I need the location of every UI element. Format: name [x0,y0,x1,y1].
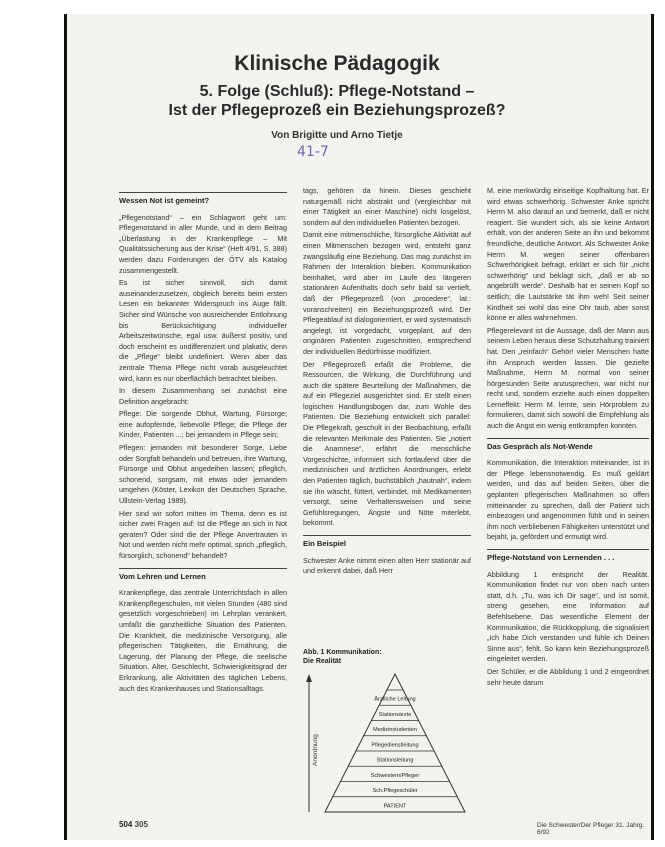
article-subtitle-line2: Ist der Pflegeprozeß ein Beziehungsprozeß? [168,102,506,119]
article-header [127,30,547,141]
pyramid-level-label: Sch.Pflegeschüler [372,788,418,795]
axis-label: Anordnung [312,734,319,766]
paragraph: Pflege: Die sorgende Obhut, Wartung, Fürsorge; eine aufopfernde, liebevolle Pflege; die Pflege der Kinder, Patienten ...; bei jemandem in Pflege sein; [119,409,287,440]
section-heading: Das Gespräch als Not-Wende [487,438,649,453]
paragraph: In diesem Zusammenhang sei zunächst eine Definition angebracht: [119,386,287,406]
pyramid-level-label: Medizinstudenten [373,727,417,734]
article-subtitle-line1: 5. Folge (Schluß): Pflege-Notstand – [199,83,475,100]
pyramid-level-label: Stationsärzte [378,711,412,718]
arrow-up-icon [306,674,312,682]
paragraph: Damit eine mitmenschliche, fürsorgliche Aktivität auf einen Mitmenschen bezogen wird, entsteht ganz zwangsläufig eine Beziehung. Das mag zunächst im Rahmen der Interaktion bleiben. Kommunikation beinhaltet, wird aber im Laufe des längeren stationären Aufenthalts doch sehr bald so vertieft, daß der Pflegeprozeß (von „procedere“, lat.: voranschreiten) ein Beziehungsprozeß wird. Der Pflegeablauf ist dialogorientiert, er wird systematisch angelegt, ist vorgedacht, vorgeplant, auf den originären Patienten zugeschnitten, entsprechend der individuellen Bedürfnisse modifiziert. [303,230,471,356]
paragraph: „Pflegenotstand“ – ein Schlagwort geht um: Pflegenotstand in aller Munde, und in dem Beitrag „Überlastung in der Krankenpflege – Mit Qualitätssicherung aus der Krise“ (Heft 4/91, S. 388) werden dazu Forderungen der ÖTV als Katalog zusammengestellt. [119,212,287,275]
section-heading: Vom Lehren und Lernen [119,568,287,583]
paragraph: Pflegen: jemanden mit besonderer Sorge, Liebe oder Sorgfalt behandeln und betreuen, ihre Wartung, Fürsorge und Obhut angedeihen lassen; pfleglich, schonend, sorgsam, mit etwas oder jemandem umgehen (Köster, Lexikon der Deutschen Sprache, Ullstein-Verlag 1989). [119,443,287,506]
pyramid-level-label: Ärztliche Leitung [374,696,416,703]
pyramid-diagram [303,666,475,816]
section-heading: Pflege-Notstand von Lernenden . . . [487,549,649,564]
figure-caption: Abb. 1 Kommunikation: [303,649,382,656]
paragraph: tags, gehören da hinein. Dieses geschieht naturgemäß nicht abstrakt und (vergleichbar mit einer Tätigkeit an einer Maschine) nicht losgelöst, sondern auf den individuellen Patienten bezogen. [303,186,471,227]
page-number [119,820,148,829]
paragraph: Schwester Anke nimmt einen alten Herr stationär auf und erkennt dabei, daß Herr [303,555,471,576]
paragraph: Es ist sicher sinnvoll, sich damit auseinanderzusetzen, obgleich bereits beim ersten Lesen ein bekannter Widerspruch ins Auge fällt. Sicher sind Wünsche von ausreichender Entlohnung bis Berücksichtigung individueller Arbeitszeitwünsche, egal usw. äußerst positiv, und doch erscheint es undifferenziert und plakativ, denn die „Pflege“ bleibt undefiniert. Wenn aber das zentrale Thema Pflege nicht vorab ausgeleuchtet wird, kann es nur oberflächlich betrachtet bleiben. [119,278,287,383]
section-heading: Wessen Not ist gemeint? [119,192,287,207]
paragraph: Der Pflegeprozeß erfaßt die Probleme, die Ressourcen, die Wirkung, die Durchführung und auch die spätere Beurteilung der Maßnahmen, die auf ein Pflegeziel ausgerichtet sind. Er stellt einen logischen Handlungsbogen dar, zum Wohle des Patienten. Die Beziehung entwickelt sich parallel: Die Pflegekraft, geschult in der Beobachtung, erfaßt die relevanten Merkmale des Patienten. Sie „notiert die Anamnese“, erfährt die menschliche Vorgeschichte, informiert sich fortlaufend über die medizinischen und ärztlichen Anordnungen, erlebt den Patienten täglich, buchstäblich „hautnah“, indem sie ihn wäscht, füttert, verbindet, mit Medikamenten versorgt, seine Verhaltensweisen und seine Gefühlsregungen, Ängste und Nöte miterlebt, bekommt. [303,359,471,528]
pyramid-level-label: Schwestern/Pfleger [370,772,420,779]
text-column-3 [487,186,649,690]
paragraph: Hier sind wir sofort mitten im Thema, denn es ist sicher zwei Fragen auf: Ist die Pflege an sich in Not geraten? Oder sind die der Pflege Anvertrauten in Not und werden nicht mehr optimal, sprich „pfleglich, fürsorglich, schonend“ behandelt? [119,508,287,560]
paragraph: Krankenpflege, das zentrale Unterrichtsfach in allen Krankenpflegeschulen, mit vielen Stunden (480 sind gesetzlich vorgeschrieben) im Lehrplan verankert, umfaßt die ganzheitliche Situation des Patienten. Die Krankheit, die medizinische Versorgung, alle pflegerischen Tätigkeiten, die Ernährung, die Lagerung, der Planung der Pflege, die seelische Situation, Alter, Geschlecht, Schwierigkeitsgrad der Erkrankung, alle Aktivitäten des täglichen Lebens, auch des Krankenhauses und Stationsalltags. [119,588,287,693]
paragraph: Abbildung 1 entspricht der Realität. Kommunikation findet nur von oben nach unten statt, d.h. „Tu, was ich Dir sage“, und ist somit, streng gesehen, eine Information auf Befehlsebene. Das wesentliche Element der Kommunikation, die Rückkopplung, die signalisiert „Ich habe Dich verstanden und fühle ich Deinen Sinne aus“, fehlt. So kann kein Beziehungsprozeß eingeleitet werden. [487,569,649,664]
figure-caption-subtitle: Die Realität [303,658,342,665]
section-heading: Ein Beispiel [303,535,471,550]
pyramid-level-label: PATIENT [383,803,407,810]
pyramid-level-label: Pflegedienstleitung [371,742,419,749]
page-number-printed: 504 [119,820,133,829]
journal-page [64,14,654,840]
paragraph: Kommunikation, die Interaktion miteinander, ist in der Pflege lebensnotwendig. Es muß geklärt werden, und das auf beiden Seiten, über die geplanten pflegerischen Maßnahmen so offen mitteinander zu sprechen, daß der Patient sich einbezogen und angenommen fühlt und in seinen ihm noch verbliebenen Fähigkeiten unterstützt und bejaht, ja, gefördert und ermutigt wird. [487,458,649,542]
handwritten-note: 41-7 [297,144,329,160]
article-byline: Von Brigitte und Arno Tietje [271,130,403,141]
figure-communication-pyramid [303,648,475,818]
paragraph: Pflegerelevant ist die Aussage, daß der Mann aus seinem Leben heraus diese Schutzhaltung trainiert hat. Den „reinfach“ Gehör! vieler Menschen hatte ihn Anspruch werden lassen. Die gezielte Maßnahme, Herrn M. normal von seiner hörgesunden Seite anzusprechen, war nicht nur recht und, sondern erzielte auch einen doppelten Lerneffekt: Herrn M. lernte, sein Hörproblem zu formulieren, damit sich sowohl die Empfehlung als auch die Angst ein wenig entkrampfen konnten. [487,325,649,431]
text-column-2 [303,186,471,579]
pyramid-level-label: Stationsleitung [376,757,414,764]
text-column-1 [119,186,287,696]
handwritten-page-number: 305 [134,820,148,829]
paragraph: M. eine merkwürdig einseitige Kopfhaltung hat. Er wird etwas schwerhörig. Schwester Anke spricht Herrn M. also darauf an und bemerkt, daß er nicht reagiert. Sie wundert sich, als sie keine Antwort erhält, von der anderen Seite an ihn und bekommt freundliche, deutliche Antwort. Als Schwester Anke Herrn M. wegen seiner offenbaren Schwerhörigkeit befragt, erklärt er sich für „nicht schwerhörig“ und beklagt sich, „daß er ab so angebrüllt werde“. Deshalb hat er seinen Kopf so seitlich; die Lautstärke tät ihm weh! Seit seiner Kindheit sei wohl das eine Ohr taub, aber sonst könne er alles wahrnehmen. [487,186,649,323]
paragraph: Der Schüler, er die Abbildung 1 und 2 eingeordnet sehr heute darum [487,666,649,687]
journal-reference: Die Schwester/Der Pfleger 31. Jahrg. 6/92 [537,822,645,836]
article-title: Klinische Pädagogik [234,52,440,75]
